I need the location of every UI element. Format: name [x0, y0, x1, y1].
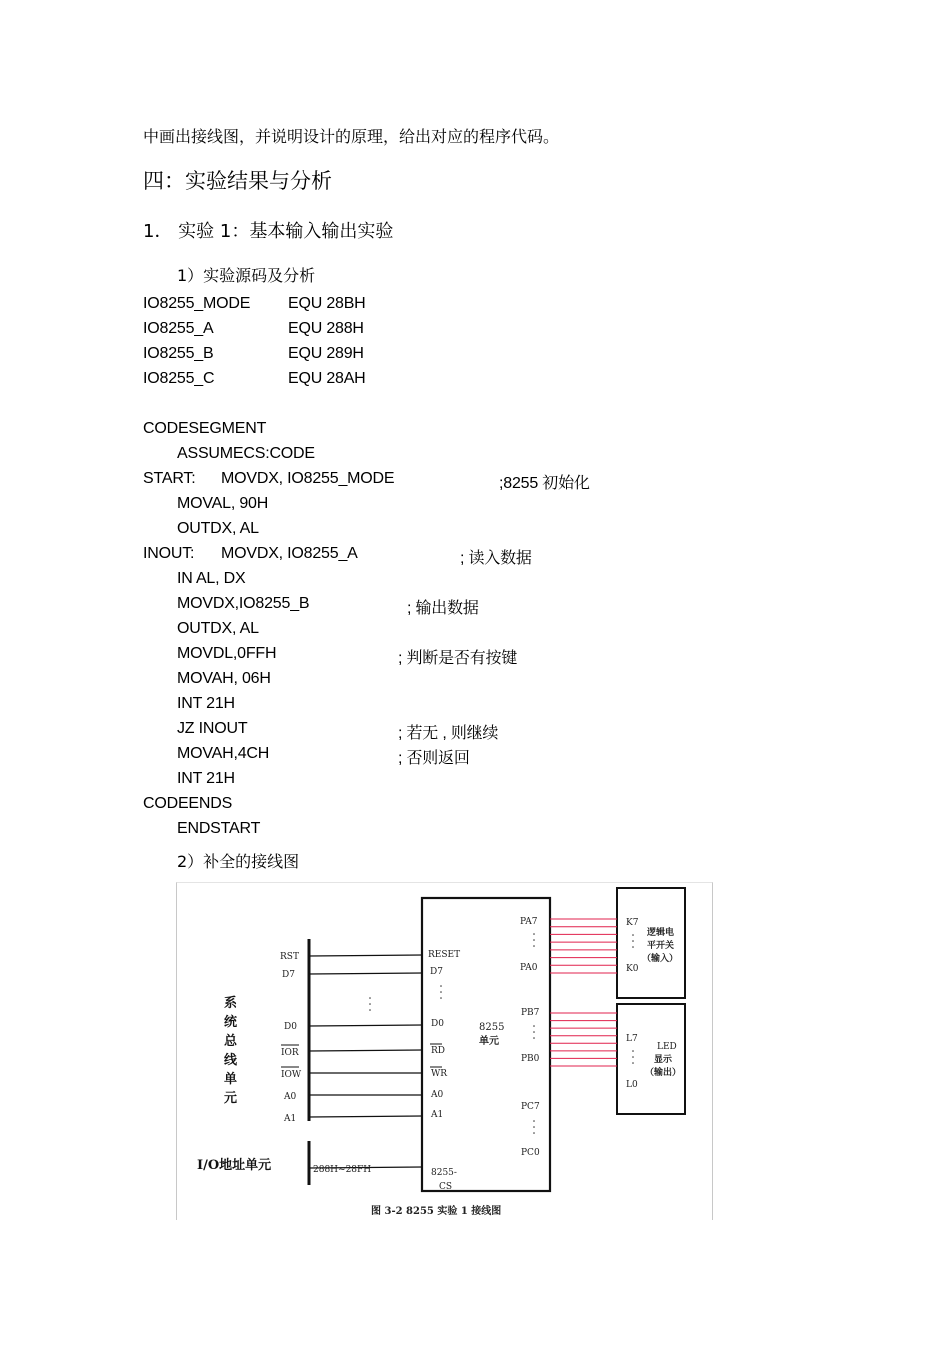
switch-label-0: 逻辑电 [647, 928, 675, 938]
define-name: IO8255_B [143, 345, 214, 362]
bus-signal-d0: D0 [284, 1022, 297, 1032]
bus-wires [309, 955, 422, 1168]
code-instruction: MOVDL,0FFH [177, 645, 277, 662]
bus-signal-ior: IOR [281, 1048, 299, 1058]
chip-pin-a0: A0 [431, 1090, 444, 1100]
define-name: IO8255_C [143, 370, 215, 387]
section-heading: 四：实验结果与分析 [143, 169, 332, 193]
code-instruction: INT 21H [177, 770, 235, 787]
define-value: EQU 289H [288, 345, 364, 362]
chip-pin-wr: WR [431, 1069, 448, 1079]
subsection-diagram-heading: 2）补全的接线图 [177, 852, 300, 871]
define-value: EQU 288H [288, 320, 364, 337]
code-label: START: [143, 470, 196, 487]
define-value: EQU 28AH [288, 370, 366, 387]
code-instruction: MOVAH,4CH [177, 745, 270, 762]
code-instruction: MOVDX, IO8255_A [221, 545, 358, 562]
bus-signal-rst: RST [280, 952, 299, 962]
chip-name-0: 8255 [479, 1022, 505, 1033]
chip-name-1: 单元 [479, 1036, 499, 1047]
intro-line: 中画出接线图，并说明设计的原理，给出对应的程序代码。 [143, 127, 560, 146]
experiment-heading: 1． 实验 1：基本输入输出实验 [143, 221, 394, 242]
code-instruction: MOVAL, 90H [177, 495, 269, 512]
address-range: 288H~28FH [313, 1165, 372, 1175]
code-comment: ; 否则返回 [398, 750, 470, 767]
subsection-source-heading: 1）实验源码及分析 [177, 266, 316, 285]
port-pin-pc0: PC0 [521, 1148, 540, 1158]
code-instruction: ENDSTART [177, 820, 261, 837]
code-instruction: OUTDX, AL [177, 620, 259, 637]
define-name: IO8255_A [143, 320, 214, 337]
code-comment: ; 若无 , 则继续 [398, 725, 499, 742]
system-bus-label-4: 单 [224, 1072, 238, 1087]
port-pin-pb7: PB7 [521, 1008, 540, 1018]
define-name: IO8255_MODE [143, 295, 251, 312]
switch-label-2: （输入） [642, 954, 679, 964]
code-instruction: MOVAH, 06H [177, 670, 271, 687]
code-comment: ;8255 初始化 [499, 475, 590, 492]
led-box [617, 1004, 685, 1114]
switch-label-1: 平开关 [647, 941, 675, 951]
system-bus-label-3: 线 [224, 1053, 238, 1068]
bus-signal-a1: A1 [284, 1114, 297, 1124]
port-wires [550, 919, 617, 1066]
system-bus-label-1: 统 [224, 1015, 238, 1030]
port-pin-pa7: PA7 [520, 917, 538, 927]
code-instruction: IN AL, DX [177, 570, 246, 587]
code-label: CODEENDS [143, 795, 233, 812]
chip-pin-d0: D0 [431, 1019, 444, 1029]
system-bus-label-2: 总 [224, 1034, 238, 1049]
led-label-0: LED [657, 1042, 677, 1052]
led-label-2: （输出） [645, 1068, 682, 1078]
bus-signal-a0: A0 [284, 1092, 297, 1102]
code-instruction: INT 21H [177, 695, 235, 712]
code-comment: ; 输出数据 [407, 600, 479, 617]
led-top-pin: L7 [626, 1034, 638, 1044]
code-label: CODESEGMENT [143, 420, 267, 437]
system-bus-label-5: 元 [224, 1091, 238, 1106]
led-label-1: 显示 [654, 1055, 673, 1065]
code-comment: ; 判断是否有按键 [398, 650, 518, 667]
chip-cs-label-0: 8255- [431, 1168, 457, 1178]
code-instruction: OUTDX, AL [177, 520, 259, 537]
bus-signal-d7: D7 [282, 970, 295, 980]
code-instruction: MOVDX,IO8255_B [177, 595, 310, 612]
figure-caption: 图 3-2 8255 实验 1 接线图 [371, 1206, 502, 1217]
chip-pin-reset: RESET [428, 950, 461, 960]
port-pin-pb0: PB0 [521, 1054, 540, 1064]
switch-top-pin: K7 [626, 918, 639, 928]
chip-pin-rd: RD [431, 1046, 445, 1056]
code-instruction: ASSUMECS:CODE [177, 445, 315, 462]
wiring-diagram [176, 882, 713, 1220]
io-address-unit-label: I/O地址单元 [197, 1158, 272, 1173]
chip-pin-a1: A1 [431, 1110, 444, 1120]
code-comment: ; 读入数据 [460, 550, 532, 567]
switch-bottom-pin: K0 [626, 964, 639, 974]
port-pin-pc7: PC7 [521, 1102, 540, 1112]
code-instruction: MOVDX, IO8255_MODE [221, 470, 395, 487]
chip-cs-label-1: CS [439, 1182, 453, 1192]
led-bottom-pin: L0 [626, 1080, 638, 1090]
code-label: INOUT: [143, 545, 195, 562]
port-pin-pa0: PA0 [520, 963, 538, 973]
system-bus-label-0: 系 [224, 996, 238, 1011]
code-instruction: JZ INOUT [177, 720, 248, 737]
define-value: EQU 28BH [288, 295, 366, 312]
bus-signal-iow: IOW [281, 1070, 302, 1080]
chip-pin-d7: D7 [430, 967, 443, 977]
